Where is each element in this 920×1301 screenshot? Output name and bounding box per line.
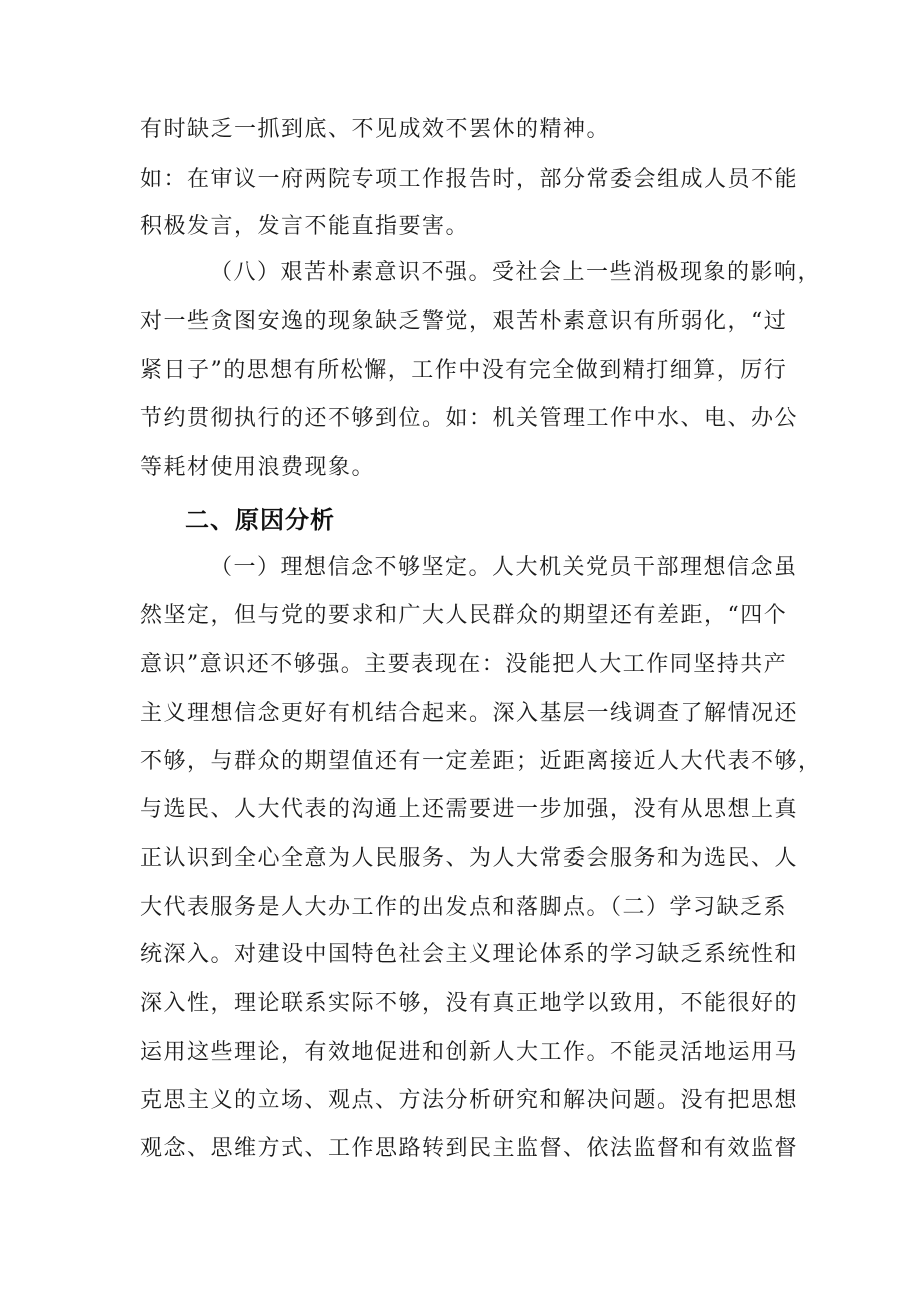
text-line: 然坚定，但与党的要求和广大人民群众的期望还有差距，“四个: [140, 603, 788, 628]
text-line: 正认识到全心全意为人民服务、为人大常委会服务和为选民、人: [140, 846, 799, 871]
text-line: 紧日子”的思想有所松懈，工作中没有完全做到精打细算，厉行: [140, 358, 788, 383]
text-line: 积极发言，发言不能直指要害。: [140, 214, 470, 239]
text-line: 意识”意识还不够强。主要表现在：没能把人大工作同坚持共产: [140, 652, 788, 677]
text-line: 统深入。对建设中国特色社会主义理论体系的学习缺乏系统性和: [140, 942, 799, 967]
section-heading: 二、原因分析: [185, 506, 335, 534]
text-line: 不够，与群众的期望值还有一定差距；近距离接近人大代表不够，: [140, 749, 822, 774]
text-line: （一）理想信念不够坚定。人大机关党员干部理想信念虽: [210, 555, 798, 580]
text-line: 克思主义的立场、观点、方法分析研究和解决问题。没有把思想: [140, 1088, 799, 1113]
text-line: 深入性，理论联系实际不够，没有真正地学以致用，不能很好的: [140, 991, 799, 1016]
text-line: 如：在审议一府两院专项工作报告时，部分常委会组成人员不能: [140, 167, 799, 192]
text-line: 对一些贪图安逸的现象缺乏警觉，艰苦朴素意识有所弱化，“过: [140, 309, 788, 334]
text-line: 大代表服务是人大办工作的出发点和落脚点。（二）学习缺乏系: [140, 895, 788, 920]
text-line: 与选民、人大代表的沟通上还需要进一步加强，没有从思想上真: [140, 797, 799, 822]
text-line: （八）艰苦朴素意识不强。受社会上一些消极现象的影响，: [210, 260, 822, 285]
text-line: 有时缺乏一抓到底、不见成效不罢休的精神。: [140, 117, 611, 142]
text-line: 节约贯彻执行的还不够到位。如：机关管理工作中水、电、办公: [140, 406, 799, 431]
text-line: 等耗材使用浪费现象。: [140, 455, 376, 480]
text-line: 观念、思维方式、工作思路转到民主监督、依法监督和有效监督: [140, 1136, 799, 1161]
text-line: 运用这些理论，有效地促进和创新人大工作。不能灵活地运用马: [140, 1040, 799, 1065]
text-line: 主义理想信念更好有机结合起来。深入基层一线调查了解情况还: [140, 701, 799, 726]
